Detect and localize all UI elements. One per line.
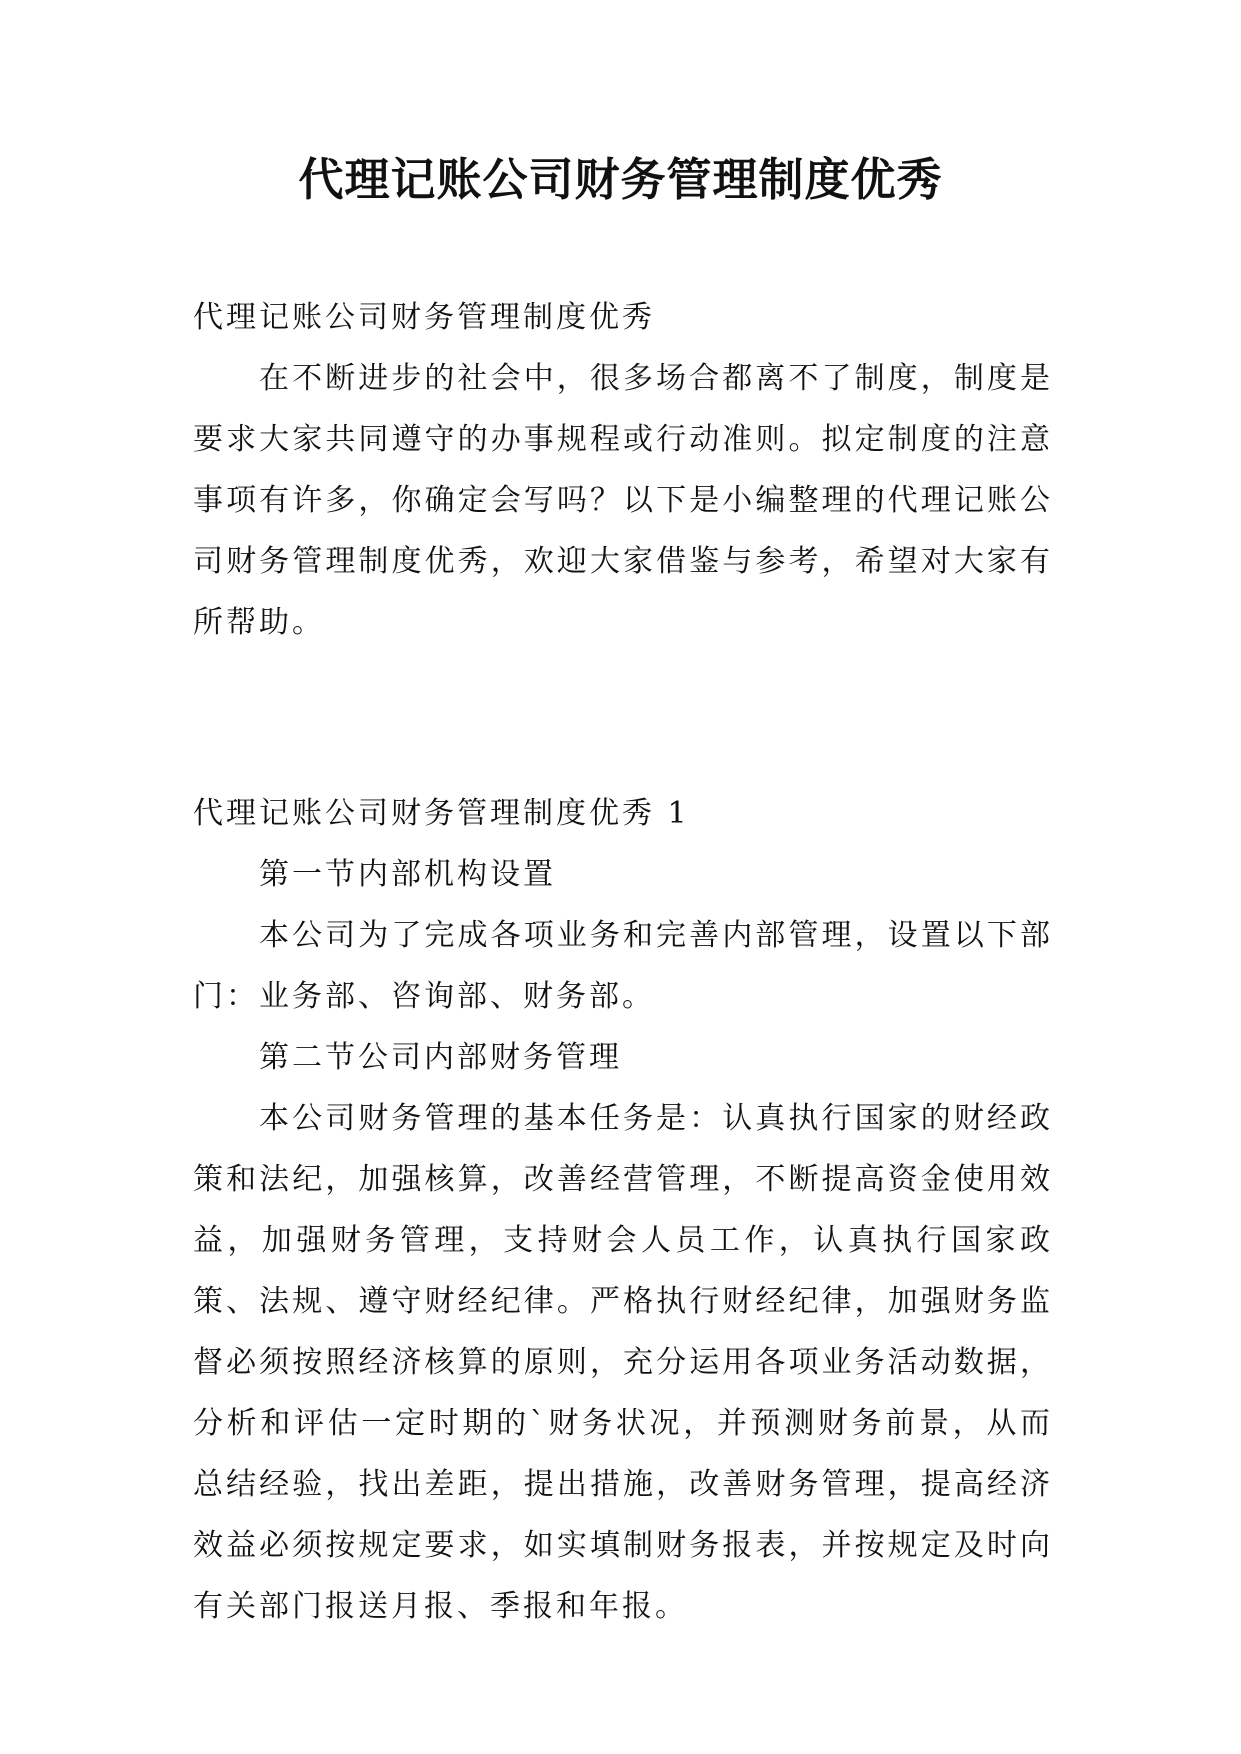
section-heading: 代理记账公司财务管理制度优秀 1 xyxy=(193,796,690,831)
section-gap xyxy=(193,653,1053,783)
section-2-paragraph: 本公司财务管理的基本任务是：认真执行国家的财经政策和法纪，加强核算，改善经营管理，不断提高资金使用效益，加强财务管理，支持财会人员工作，认真执行国家政策、法规、遵守财经纪律。严格执行财经纪律，加强财务监督必须按照经济核算的原则，充分运用各项业务活动数据，分析和评估一定时期的`财务状况，并预测财务前景，从而总结经验，找出差距，提出措施，改善财务管理，提高经济效益必须按规定要求，如实填制财务报表，并按规定及时向有关部门报送月报、季报和年报。 xyxy=(193,1101,1053,1624)
section-2-heading: 第二节公司内部财务管理 xyxy=(259,1040,622,1075)
section-1-paragraph: 本公司为了完成各项业务和完善内部管理，设置以下部门：业务部、咨询部、财务部。 xyxy=(193,918,1053,1014)
subtitle: 代理记账公司财务管理制度优秀 xyxy=(193,300,655,335)
document-title: 代理记账公司财务管理制度优秀 xyxy=(298,153,943,206)
document-body xyxy=(193,287,1053,1637)
section-1-heading: 第一节内部机构设置 xyxy=(259,857,556,892)
intro-paragraph: 在不断进步的社会中，很多场合都离不了制度，制度是要求大家共同遵守的办事规程或行动准则。拟定制度的注意事项有许多，你确定会写吗？以下是小编整理的代理记账公司财务管理制度优秀，欢迎大家借鉴与参考，希望对大家有所帮助。 xyxy=(193,361,1053,640)
